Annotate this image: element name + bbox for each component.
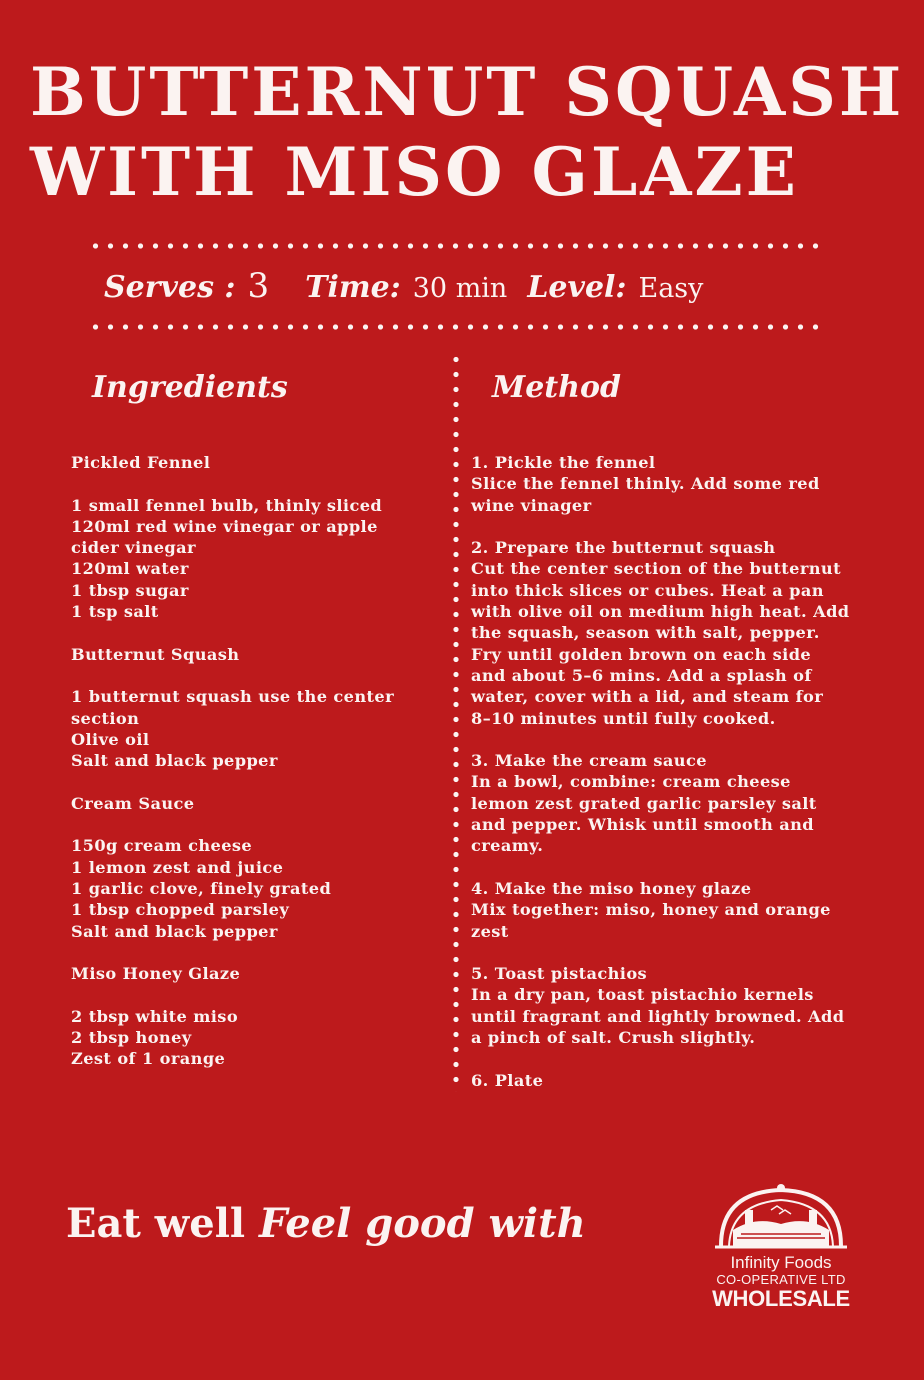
ingredient-line: cider vinegar [71, 538, 196, 558]
ingredient-line: 1 small fennel bulb, thinly sliced [71, 495, 383, 515]
recipe-title [30, 52, 905, 212]
ingredient-section-title: Cream Sauce [71, 793, 195, 813]
method-step-title: 5. Toast pistachios [471, 964, 648, 984]
spacer [471, 942, 911, 963]
bottom-dotted-divider [88, 324, 824, 330]
method-step-line: Fry until golden brown on each side [471, 644, 812, 664]
ingredient-line: 120ml water [71, 559, 189, 579]
spacer [71, 771, 441, 792]
method-step-line: lemon zest grated garlic parsley salt [471, 793, 817, 813]
method-step-title: 6. Plate [471, 1070, 544, 1090]
logo-brand-name: Infinity Foods [730, 1253, 832, 1272]
logo-cooperative: CO-OPERATIVE LTD [716, 1272, 846, 1287]
tagline-part-1: Eat well [66, 1200, 246, 1247]
method-step-line: In a dry pan, toast pistachio kernels [471, 985, 814, 1005]
level-value: Easy [638, 273, 704, 304]
spacer [71, 473, 441, 494]
method-list [471, 452, 911, 1091]
method-step-line: the squash, season with salt, pepper. [471, 623, 820, 643]
spacer [71, 984, 441, 1005]
serves-value: 3 [247, 266, 270, 306]
method-step-line: a pinch of salt. Crush slightly. [471, 1028, 756, 1048]
method-step-line: 8–10 minutes until fully cooked. [471, 708, 776, 728]
spacer [71, 622, 441, 643]
ingredient-line: Zest of 1 orange [71, 1049, 226, 1069]
method-step-line: and pepper. Whisk until smooth and [471, 815, 814, 835]
method-step-line: zest [471, 921, 509, 941]
ingredient-line: 1 tsp salt [71, 602, 159, 622]
ingredients-heading: Ingredients [92, 370, 288, 405]
ingredient-line: section [71, 708, 140, 728]
ingredient-line: 1 tbsp sugar [71, 580, 189, 600]
ingredient-section [71, 771, 441, 941]
tagline-part-2: Feel good with [259, 1200, 586, 1247]
ingredient-section [71, 622, 441, 771]
ingredient-line: Salt and black pepper [71, 921, 278, 941]
ingredient-section-title: Butternut Squash [71, 644, 240, 664]
spacer [471, 516, 911, 537]
method-step [471, 857, 911, 942]
method-step-line: Slice the fennel thinly. Add some red [471, 474, 820, 494]
method-step-line: creamy. [471, 836, 544, 856]
ingredient-section [71, 452, 441, 622]
recipe-title-line-2: WITH MISO GLAZE [30, 133, 799, 211]
method-step-line: In a bowl, combine: cream cheese [471, 772, 791, 792]
ingredient-line: Olive oil [71, 729, 150, 749]
ingredient-section [71, 942, 441, 1070]
ingredient-line: 2 tbsp white miso [71, 1006, 239, 1026]
ingredient-line: 1 tbsp chopped parsley [71, 900, 290, 920]
method-step-line: Cut the center section of the butternut [471, 559, 841, 579]
infinity-foods-logo [706, 1180, 856, 1315]
ingredient-line: 1 garlic clove, finely grated [71, 878, 332, 898]
spacer [471, 729, 911, 750]
recipe-meta-row [104, 266, 703, 306]
spacer [71, 942, 441, 963]
ingredient-section-title: Miso Honey Glaze [71, 964, 241, 984]
top-dotted-divider [88, 243, 824, 249]
method-step-line: Mix together: miso, honey and orange [471, 900, 831, 920]
method-step [471, 452, 911, 516]
method-step [471, 942, 911, 1048]
column-dotted-divider [453, 352, 459, 1092]
method-step-title: 1. Pickle the fennel [471, 453, 656, 472]
method-step-line: water, cover with a lid, and steam for [471, 687, 824, 707]
infinity-foods-arch-icon [715, 1180, 847, 1252]
spacer [71, 665, 441, 686]
method-step-title: 2. Prepare the butternut squash [471, 538, 776, 558]
serves-label: Serves : [104, 270, 236, 305]
spacer [71, 814, 441, 835]
method-step-line: and about 5–6 mins. Add a splash of [471, 665, 812, 685]
method-step [471, 729, 911, 857]
ingredient-line: 2 tbsp honey [71, 1028, 192, 1048]
method-step-title: 3. Make the cream sauce [471, 751, 707, 771]
spacer [471, 1048, 911, 1069]
method-step-title: 4. Make the miso honey glaze [471, 878, 752, 898]
footer-tagline [66, 1200, 586, 1247]
ingredients-list [71, 452, 441, 1070]
time-label: Time: [305, 270, 401, 305]
ingredient-line: 150g cream cheese [71, 836, 253, 856]
level-label: Level: [527, 270, 627, 305]
method-step-line: with olive oil on medium high heat. Add [471, 602, 850, 622]
method-heading: Method [492, 370, 621, 405]
method-step-line: into thick slices or cubes. Heat a pan [471, 580, 824, 600]
spacer [471, 857, 911, 878]
method-step [471, 516, 911, 729]
method-step [471, 1048, 911, 1091]
ingredient-line: Salt and black pepper [71, 751, 278, 771]
logo-wholesale: WHOLESALE [712, 1286, 850, 1311]
time-value: 30 min [412, 273, 508, 304]
method-step-line: wine vinager [471, 495, 592, 515]
ingredient-line: 120ml red wine vinegar or apple [71, 516, 378, 536]
ingredient-line: 1 lemon zest and juice [71, 857, 284, 877]
ingredient-line: 1 butternut squash use the center [71, 687, 395, 707]
ingredient-section-title: Pickled Fennel [71, 453, 211, 472]
recipe-title-line-1: BUTTERNUT SQUASH [30, 53, 905, 131]
method-step-line: until fragrant and lightly browned. Add [471, 1006, 845, 1026]
